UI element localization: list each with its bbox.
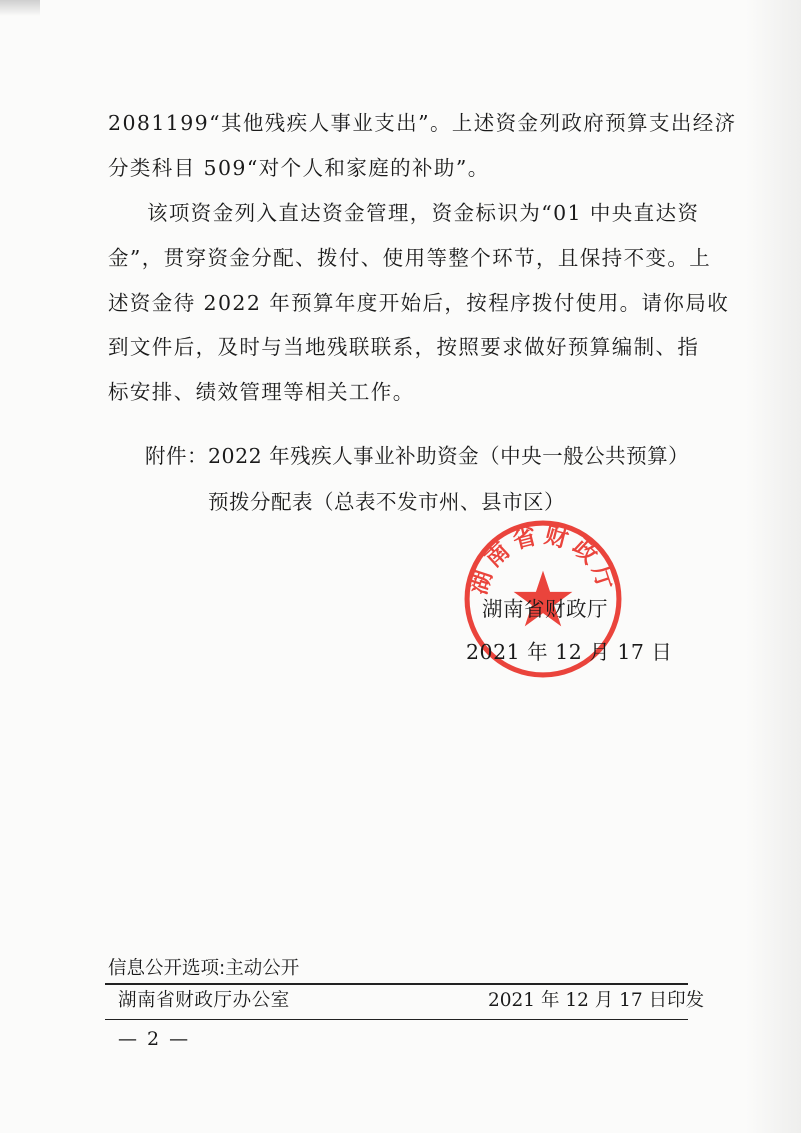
- attachment-line-1: 附件：2022 年残疾人事业补助资金（中央一般公共预算）: [145, 444, 690, 468]
- body-line-2: 分类科目 509“对个人和家庭的补助”。: [108, 156, 490, 180]
- svg-text:湖南省财政厅: 湖南省财政厅: [464, 521, 622, 598]
- footer-rule-top: [105, 983, 688, 985]
- body-line-7: 标安排、绩效管理等相关工作。: [108, 380, 415, 404]
- issuer-name: 湖南省财政厅: [482, 597, 608, 621]
- attachment-line-2: 预拨分配表（总表不发市州、县市区）: [208, 490, 565, 514]
- body-line-5: 述资金待 2022 年预算年度开始后，按程序拨付使用。请你局收: [108, 291, 730, 315]
- issue-date: 2021 年 12 月 17 日: [466, 640, 673, 664]
- footer-rule-bottom: [105, 1019, 688, 1020]
- body-line-4: 金”，贯穿资金分配、拨付、使用等整个环节，且保持不变。上: [108, 246, 712, 270]
- printing-office: 湖南省财政厅办公室: [118, 990, 290, 1011]
- page-number: — 2 —: [118, 1028, 191, 1050]
- body-line-6: 到文件后，及时与当地残联联系，按照要求做好预算编制、指: [108, 335, 700, 359]
- body-line-1: 2081199“其他残疾人事业支出”。上述资金列政府预算支出经济: [108, 111, 737, 135]
- printed-date: 2021 年 12 月 17 日印发: [488, 990, 705, 1011]
- scan-edge-shadow: [746, 0, 801, 1133]
- scan-corner-mark: [0, 0, 40, 16]
- disclosure-option: 信息公开选项:主动公开: [108, 958, 300, 979]
- body-line-3: 该项资金列入直达资金管理，资金标识为“01 中央直达资: [147, 201, 700, 225]
